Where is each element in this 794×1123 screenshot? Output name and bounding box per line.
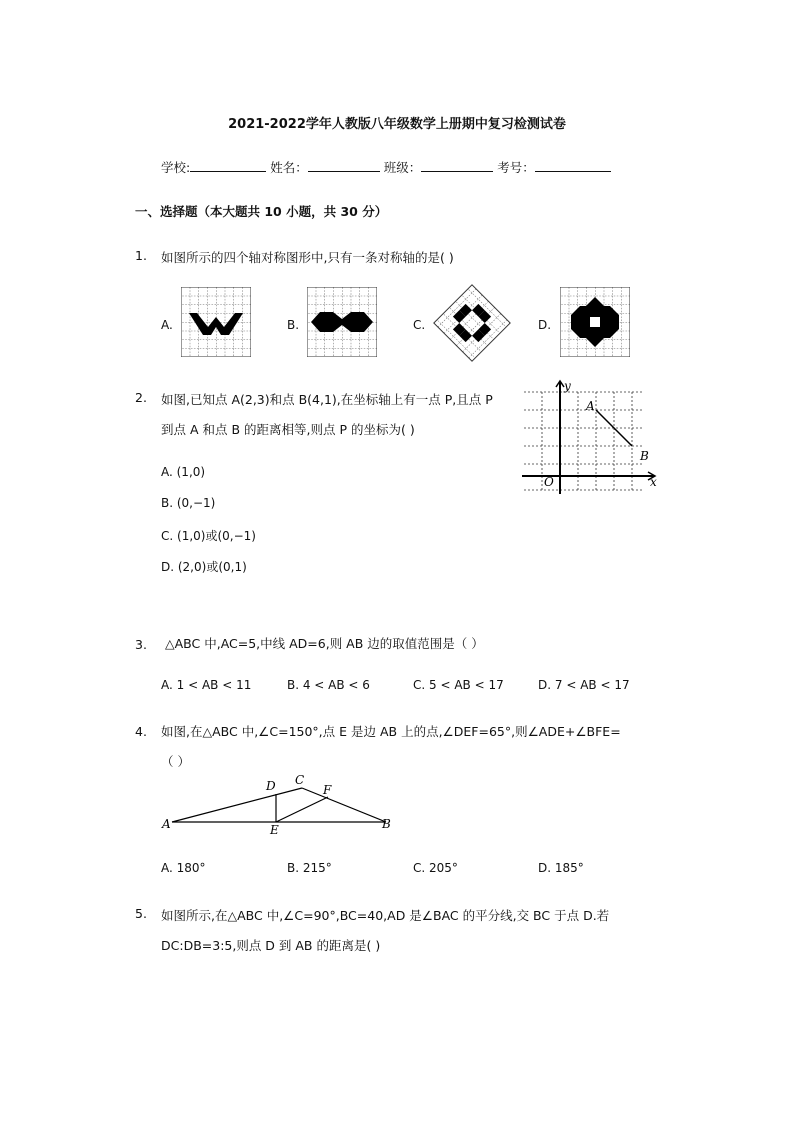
coordinate-figure bbox=[522, 378, 662, 496]
name-label: 姓名： bbox=[270, 160, 308, 175]
label-d: D bbox=[266, 779, 276, 793]
option-label[interactable]: B. (0,−1) bbox=[161, 496, 216, 510]
option-label[interactable]: C. (1,0)或(0,−1) bbox=[161, 529, 256, 543]
question-number: 5. bbox=[135, 906, 147, 921]
label-e: E bbox=[270, 823, 279, 836]
question-text: 如图,在△ABC 中,∠C=150°,点 E 是边 AB 上的点,∠DEF=65°,则∠ADE+∠BFE= bbox=[161, 724, 621, 739]
option-label[interactable]: C. 5 < AB < 17 bbox=[413, 678, 504, 692]
question-number: 2. bbox=[135, 390, 147, 405]
option-label[interactable]: A. 1 < AB < 11 bbox=[161, 678, 252, 692]
option-label[interactable]: A. 180° bbox=[161, 861, 206, 875]
class-label: 班级： bbox=[383, 160, 422, 175]
option-label[interactable]: D. 185° bbox=[538, 861, 584, 875]
exam-no-blank[interactable] bbox=[535, 158, 611, 172]
question-text: △ABC 中,AC=5,中线 AD=6,则 AB 边的取值范围是（ ） bbox=[165, 636, 484, 651]
point-a-label: A bbox=[586, 399, 595, 413]
question-text: 到点 A 和点 B 的距离相等,则点 P 的坐标为( ) bbox=[161, 422, 415, 437]
option-label[interactable]: B. bbox=[287, 318, 300, 332]
option-label[interactable]: D. bbox=[538, 318, 552, 332]
label-b: B bbox=[382, 817, 391, 831]
section-heading: 一、选择题（本大题共 10 小题，共 30 分） bbox=[135, 204, 388, 219]
question-number: 3. bbox=[135, 637, 147, 652]
option-label[interactable]: D. 7 < AB < 17 bbox=[538, 678, 630, 692]
class-blank[interactable] bbox=[421, 158, 493, 172]
name-blank[interactable] bbox=[308, 158, 380, 172]
option-label[interactable]: B. 215° bbox=[287, 861, 332, 875]
header-fields bbox=[161, 158, 611, 176]
label-a: A bbox=[162, 817, 171, 831]
y-axis-label: y bbox=[564, 379, 571, 393]
figure-option-d bbox=[560, 287, 630, 357]
question-text: 如图,已知点 A(2,3)和点 B(4,1),在坐标轴上有一点 P,且点 P bbox=[161, 392, 493, 407]
point-b-label: B bbox=[640, 449, 649, 463]
figure-option-b bbox=[307, 287, 377, 357]
option-label[interactable]: C. bbox=[413, 318, 426, 332]
triangle-figure bbox=[160, 772, 400, 836]
school-blank[interactable] bbox=[190, 158, 266, 172]
option-label[interactable]: B. 4 < AB < 6 bbox=[287, 678, 370, 692]
figure-option-a bbox=[181, 287, 251, 357]
question-text: （ ） bbox=[161, 754, 190, 769]
question-text: DC:DB=3:5,则点 D 到 AB 的距离是( ) bbox=[161, 938, 381, 953]
page-title: 2021-2022学年人教版八年级数学上册期中复习检测试卷 bbox=[228, 117, 566, 132]
origin-label: O bbox=[544, 475, 554, 489]
label-c: C bbox=[295, 773, 305, 787]
school-label: 学校: bbox=[161, 160, 191, 175]
x-axis-label: x bbox=[650, 475, 657, 489]
option-label[interactable]: A. (1,0) bbox=[161, 465, 206, 479]
option-label[interactable]: A. bbox=[161, 318, 173, 332]
question-number: 4. bbox=[135, 724, 147, 739]
question-text: 如图所示的四个轴对称图形中,只有一条对称轴的是( ) bbox=[161, 250, 454, 265]
exam-no-label: 考号： bbox=[497, 160, 535, 175]
option-label[interactable]: D. (2,0)或(0,1) bbox=[161, 560, 247, 574]
figure-option-c bbox=[433, 284, 511, 362]
option-label[interactable]: C. 205° bbox=[413, 861, 458, 875]
question-number: 1. bbox=[135, 248, 147, 263]
label-f: F bbox=[323, 783, 332, 797]
question-text: 如图所示,在△ABC 中,∠C=90°,BC=40,AD 是∠BAC 的平分线,交 BC 于点 D.若 bbox=[161, 908, 610, 923]
